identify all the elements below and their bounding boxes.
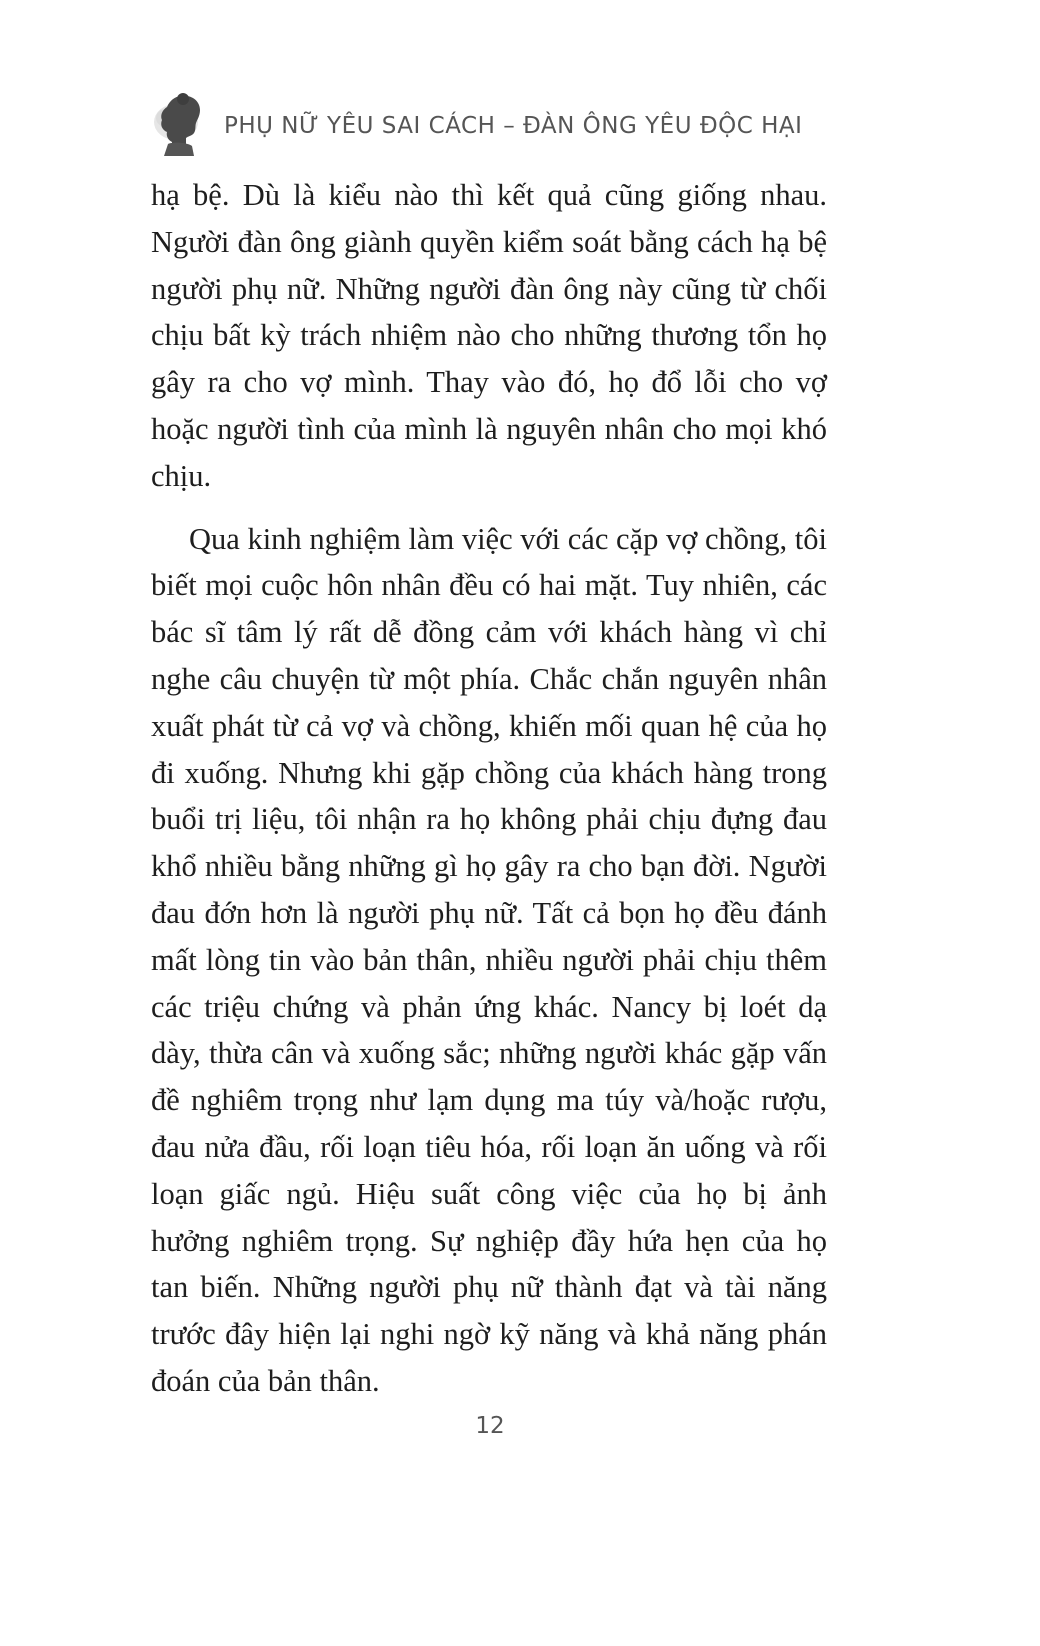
woman-silhouette-icon bbox=[150, 92, 214, 156]
running-title: PHỤ NỮ YÊU SAI CÁCH – ĐÀN ÔNG YÊU ĐỘC HẠI bbox=[224, 113, 803, 139]
paragraph-1: hạ bệ. Dù là kiểu nào thì kết quả cũng giống nhau. Người đàn ông giành quyền kiểm soát bằng cách hạ bệ người phụ nữ. Những người đàn ông này cũng từ chối chịu bất kỳ trách nhiệm nào cho những thương tổn họ gây ra cho vợ mình. Thay vào đó, họ đổ lỗi cho vợ hoặc người tình của mình là nguyên nhân cho mọi khó chịu. bbox=[151, 178, 827, 493]
page-number: 12 bbox=[475, 1413, 505, 1439]
paragraph-2: Qua kinh nghiệm làm việc với các cặp vợ chồng, tôi biết mọi cuộc hôn nhân đều có hai mặt. Tuy nhiên, các bác sĩ tâm lý rất dễ đồng cảm với khách hàng vì chỉ nghe câu chuyện từ một phía. Chắc chắn nguyên nhân xuất phát từ cả vợ và chồng, khiến mối quan hệ của họ đi xuống. Nhưng khi gặp chồng của khách hàng trong buổi trị liệu, tôi nhận ra họ không phải chịu đựng đau khổ nhiều bằng những gì họ gây ra cho bạn đời. Người đau đớn hơn là người phụ nữ. Tất cả bọn họ đều đánh mất lòng tin vào bản thân, nhiều người phải chịu thêm các triệu chứng và phản ứng khác. Nancy bị loét dạ dày, thừa cân và xuống sắc; những người khác gặp vấn đề nghiêm trọng như lạm dụng ma túy và/hoặc rượu, đau nửa đầu, rối loạn tiêu hóa, rối loạn ăn uống và rối loạn giấc ngủ. Hiệu suất công việc của họ bị ảnh hưởng nghiêm trọng. Sự nghiệp đầy hứa hẹn của họ tan biến. Những người phụ nữ thành đạt và tài năng trước đây hiện lại nghi ngờ kỹ năng và khả năng phán đoán của bản thân. bbox=[151, 521, 827, 1398]
running-header bbox=[150, 92, 802, 156]
body-text bbox=[151, 172, 827, 1405]
